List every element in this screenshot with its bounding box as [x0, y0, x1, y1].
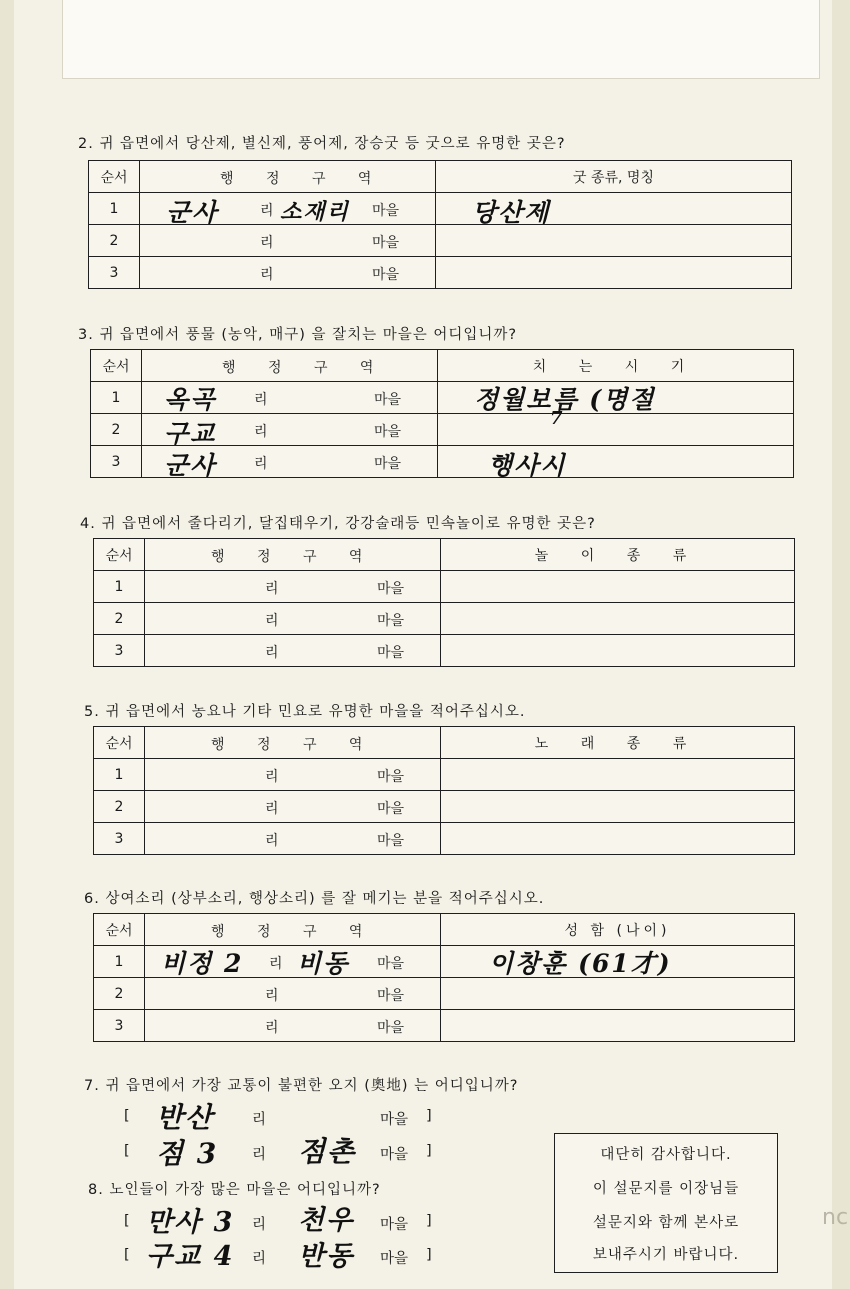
row-num: 3 [94, 1010, 145, 1042]
handwritten-ri: 점 3 [156, 1137, 219, 1170]
header-order: 순서 [89, 161, 140, 193]
question-4: 4. 귀 읍면에서 줄다리기, 달집태우기, 강강술래등 민속놀이로 유명한 곳은? [80, 516, 596, 532]
handwritten-ri: 구교 4 [146, 1241, 235, 1272]
region-cell: 구교 리 마을 [142, 414, 438, 446]
row-num: 3 [91, 446, 142, 478]
handwritten-maeul: 소재리 [280, 199, 350, 225]
gut-type-cell [436, 225, 792, 257]
row-num: 2 [94, 978, 145, 1010]
region-cell: 리 마을 [140, 257, 436, 289]
game-type-cell [441, 571, 795, 603]
thanks-line-3: 설문지와 함께 본사로 [592, 1215, 740, 1231]
header-song-type: 노 래 종 류 [441, 727, 795, 759]
region-cell: 옥곡 리 마을 [142, 382, 438, 414]
row-num: 1 [89, 193, 140, 225]
row-num: 2 [89, 225, 140, 257]
region-cell: 리 마을 [145, 603, 441, 635]
gut-type-cell [436, 257, 792, 289]
row-num: 1 [94, 571, 145, 603]
handwritten-ri: 구교 [164, 419, 217, 448]
region-cell: 리 마을 [145, 1010, 441, 1042]
handwritten-maeul: 비동 [297, 949, 350, 978]
row-num: 3 [94, 823, 145, 855]
region-cell: 비정 2 리 비동 마을 [145, 946, 441, 978]
thanks-line-1: 대단히 감사합니다. [600, 1147, 732, 1163]
region-cell: 리 마을 [145, 823, 441, 855]
top-card [62, 0, 820, 79]
thank-you-box [554, 1133, 778, 1273]
row-num: 1 [94, 946, 145, 978]
header-region: 행 정 구 역 [145, 727, 441, 759]
header-gut-type: 굿 종류, 명칭 [436, 161, 792, 193]
question-3: 3. 귀 읍면에서 풍물 (농악, 매구) 을 잘치는 마을은 어디입니까? [78, 327, 518, 343]
question-2: 2. 귀 읍면에서 당산제, 별신제, 풍어제, 장승굿 등 굿으로 유명한 곳은? [78, 136, 566, 152]
header-region: 행 정 구 역 [142, 350, 438, 382]
edge-text: nc [822, 1205, 849, 1230]
handwritten-ri: 반산 [156, 1101, 215, 1134]
header-game-type: 놀 이 종 류 [441, 539, 795, 571]
header-order: 순서 [94, 727, 145, 759]
region-cell: 리 마을 [145, 978, 441, 1010]
header-order: 순서 [91, 350, 142, 382]
header-region: 행 정 구 역 [145, 539, 441, 571]
header-order: 순서 [94, 914, 145, 946]
table-q5 [93, 726, 795, 855]
game-type-cell [441, 603, 795, 635]
song-type-cell [441, 791, 795, 823]
handwritten-maeul: 천우 [298, 1205, 355, 1236]
handwritten-ri: 군사 [164, 451, 217, 480]
name-age-cell [441, 978, 795, 1010]
handwritten-timing: 정월보름 (명절 [474, 385, 656, 414]
song-type-cell [441, 823, 795, 855]
name-age-cell [441, 946, 795, 978]
region-cell: 군사 리 소재리 마을 [140, 193, 436, 225]
header-name-age: 성 함 (나이) [441, 914, 795, 946]
region-cell: 군사 리 마을 [142, 446, 438, 478]
question-6: 6. 상여소리 (상부소리, 행상소리) 를 잘 메기는 분을 적어주십시오. [84, 891, 545, 907]
timing-cell [438, 408, 794, 446]
handwritten-timing: 행사시 [488, 451, 567, 480]
region-cell: 리 마을 [145, 635, 441, 667]
header-timing: 치 는 시 기 [438, 350, 794, 382]
handwritten-gut: 당산제 [472, 198, 551, 227]
region-cell: 리 마을 [145, 759, 441, 791]
header-region: 행 정 구 역 [140, 161, 436, 193]
handwritten-ditto: 7 [550, 408, 565, 429]
table-q4 [93, 538, 795, 667]
row-num: 2 [94, 603, 145, 635]
row-num: 3 [89, 257, 140, 289]
handwritten-ri: 옥곡 [164, 385, 217, 414]
game-type-cell [441, 635, 795, 667]
table-q6 [93, 913, 795, 1042]
question-8: 8. 노인들이 가장 많은 마을은 어디입니까? [88, 1182, 381, 1198]
row-num: 2 [94, 791, 145, 823]
song-type-cell [441, 759, 795, 791]
handwritten-name-age: 이창훈 (61才) [489, 949, 672, 978]
handwritten-ri: 군사 [166, 198, 219, 227]
handwritten-ri: 만사 3 [146, 1207, 235, 1238]
question-5: 5. 귀 읍면에서 농요나 기타 민요로 유명한 마을을 적어주십시오. [84, 704, 526, 720]
timing-cell [438, 446, 794, 478]
region-cell: 리 마을 [145, 791, 441, 823]
row-num: 2 [91, 414, 142, 446]
handwritten-ri: 비정 2 [161, 949, 244, 978]
table-q3 [90, 349, 794, 478]
header-order: 순서 [94, 539, 145, 571]
handwritten-maeul: 반동 [298, 1241, 355, 1272]
row-num: 1 [94, 759, 145, 791]
gut-type-cell [436, 193, 792, 225]
region-cell: 리 마을 [145, 571, 441, 603]
handwritten-maeul: 점촌 [298, 1135, 357, 1168]
row-num: 3 [94, 635, 145, 667]
thanks-line-2: 이 설문지를 이장님들 [592, 1181, 740, 1197]
timing-cell [438, 382, 794, 414]
header-region: 행 정 구 역 [145, 914, 441, 946]
question-7: 7. 귀 읍면에서 가장 교통이 불편한 오지 (奧地) 는 어디입니까? [84, 1078, 519, 1094]
region-cell: 리 마을 [140, 225, 436, 257]
row-num: 1 [91, 382, 142, 414]
table-q2 [88, 160, 792, 289]
thanks-line-4: 보내주시기 바랍니다. [592, 1247, 740, 1263]
name-age-cell [441, 1010, 795, 1042]
